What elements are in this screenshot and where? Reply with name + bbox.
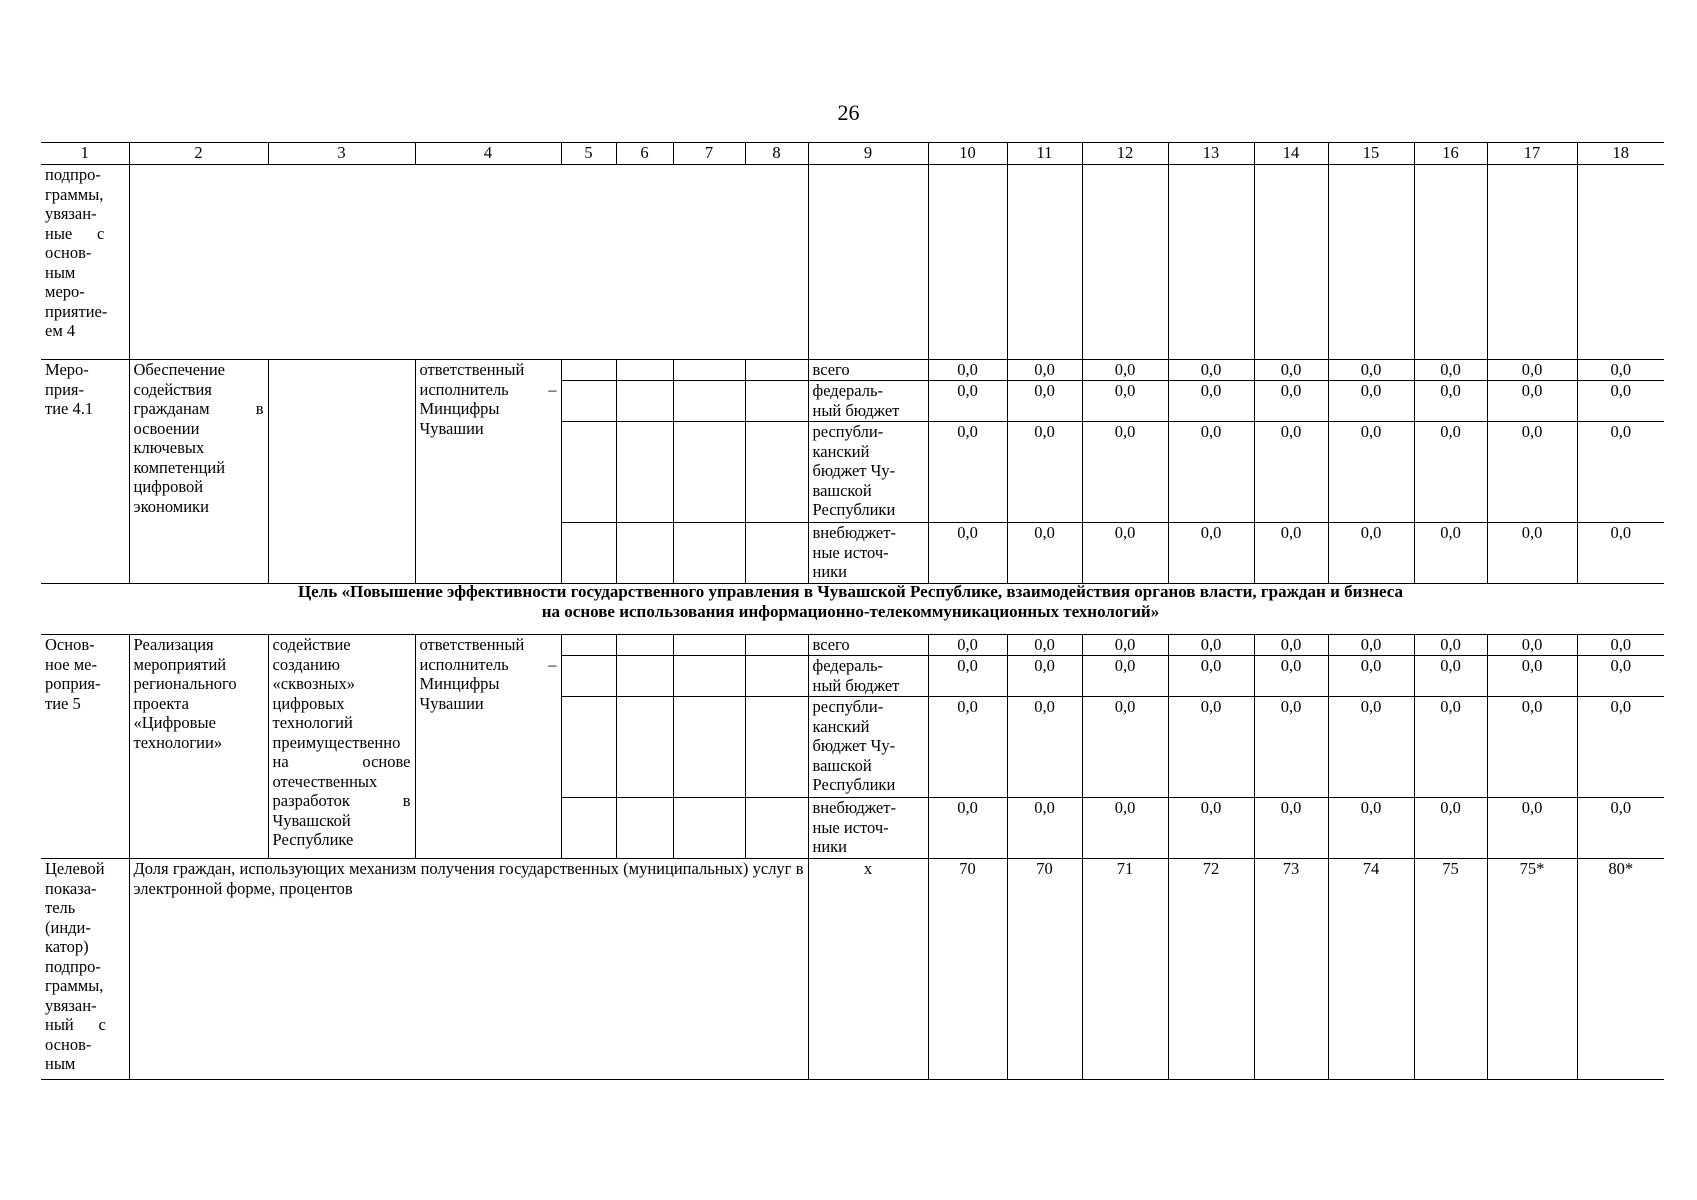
funding-value: 0,0 xyxy=(1414,381,1487,422)
column-number: 2 xyxy=(129,143,268,165)
label-line: увязан- xyxy=(45,204,97,223)
label-line: (инди- xyxy=(45,917,91,937)
funding-value: 0,0 xyxy=(1082,697,1168,798)
target-indicator-row xyxy=(41,859,1664,1080)
event-task-cell: содействие созданию «сквозных» цифровых технологий преимущественно на основе отечественных разработок в Чувашской Республике xyxy=(268,635,415,859)
label-line: Целевой xyxy=(45,859,105,878)
empty-merged-cell xyxy=(129,165,808,360)
column-number: 3 xyxy=(268,143,415,165)
funding-source-cell: республи- канский бюджет Чу- вашской Республики xyxy=(808,422,928,523)
label-line: граммы, xyxy=(45,184,104,204)
funding-value: 0,0 xyxy=(1168,697,1254,798)
funding-row xyxy=(41,635,1664,656)
funding-value: 0,0 xyxy=(1082,360,1168,381)
funding-value: 0,0 xyxy=(1577,656,1664,697)
funding-value: 0,0 xyxy=(1577,360,1664,381)
funding-value: 0,0 xyxy=(1168,798,1254,859)
indicator-value: 70 xyxy=(1007,859,1082,1080)
target-indicator-text: Доля граждан, использующих механизм получения государственных (муниципальных) услуг в электронной форме, процентов xyxy=(129,859,808,1080)
empty-cell xyxy=(745,635,808,656)
funding-source-cell: внебюджет- ные источ- ники xyxy=(808,523,928,584)
funding-value: 0,0 xyxy=(928,656,1007,697)
column-number: 18 xyxy=(1577,143,1664,165)
funding-value: 0,0 xyxy=(1487,656,1577,697)
indicator-value: 73 xyxy=(1254,859,1328,1080)
indicator-value: 75* xyxy=(1487,859,1577,1080)
empty-cell xyxy=(745,697,808,798)
funding-value: 0,0 xyxy=(1414,656,1487,697)
funding-value: 0,0 xyxy=(1007,381,1082,422)
column-number: 1 xyxy=(41,143,129,165)
funding-value: 0,0 xyxy=(1168,656,1254,697)
funding-value: 0,0 xyxy=(1487,635,1577,656)
column-number: 9 xyxy=(808,143,928,165)
funding-value: 0,0 xyxy=(1487,381,1577,422)
funding-value: 0,0 xyxy=(1414,523,1487,584)
empty-cell xyxy=(673,360,745,381)
column-number: 7 xyxy=(673,143,745,165)
funding-value: 0,0 xyxy=(1007,656,1082,697)
column-number: 5 xyxy=(561,143,616,165)
funding-value: 0,0 xyxy=(1082,635,1168,656)
label-line: приятие- xyxy=(45,301,108,321)
empty-cell xyxy=(616,523,673,584)
funding-value: 0,0 xyxy=(1487,360,1577,381)
funding-value: 0,0 xyxy=(1254,381,1328,422)
budget-table-bottom xyxy=(41,634,1664,1080)
empty-cell xyxy=(561,422,616,523)
empty-cell xyxy=(561,635,616,656)
funding-value: 0,0 xyxy=(1577,697,1664,798)
funding-value: 0,0 xyxy=(1487,523,1577,584)
empty-cell xyxy=(673,798,745,859)
column-number: 4 xyxy=(415,143,561,165)
funding-value: 0,0 xyxy=(1577,635,1664,656)
funding-value: 0,0 xyxy=(1082,381,1168,422)
label-line: подпро- xyxy=(45,956,101,976)
empty-cell xyxy=(673,656,745,697)
indicator-value: 80* xyxy=(1577,859,1664,1080)
label-line: ным xyxy=(45,1054,76,1073)
funding-value: 0,0 xyxy=(1007,635,1082,656)
label-line: катор) xyxy=(45,937,89,956)
label-line: увязан- xyxy=(45,995,97,1015)
empty-cell xyxy=(561,381,616,422)
funding-value: 0,0 xyxy=(1328,798,1414,859)
goal-heading xyxy=(41,582,1660,622)
continuation-label xyxy=(41,165,129,360)
empty-cell xyxy=(673,381,745,422)
funding-value: 0,0 xyxy=(1577,798,1664,859)
funding-value: 0,0 xyxy=(1487,697,1577,798)
funding-value: 0,0 xyxy=(1487,798,1577,859)
funding-value: 0,0 xyxy=(1082,523,1168,584)
funding-value: 0,0 xyxy=(1168,523,1254,584)
indicator-value: 75 xyxy=(1414,859,1487,1080)
goal-line-2: на основе использования информационно-телекоммуникационных технологий» xyxy=(541,602,1160,621)
funding-value: 0,0 xyxy=(1328,360,1414,381)
funding-value: 0,0 xyxy=(928,381,1007,422)
event-name-cell: Реализация мероприятий регионального проекта «Цифровые технологии» xyxy=(129,635,268,859)
funding-row xyxy=(41,360,1664,381)
label-line: граммы, xyxy=(45,976,104,995)
column-number: 15 xyxy=(1328,143,1414,165)
target-indicator-label xyxy=(41,859,129,1080)
funding-value: 0,0 xyxy=(1328,381,1414,422)
indicator-value: 74 xyxy=(1328,859,1414,1080)
funding-source-cell: всего xyxy=(808,360,928,381)
empty-cell xyxy=(561,656,616,697)
funding-value: 0,0 xyxy=(1007,360,1082,381)
column-number: 17 xyxy=(1487,143,1577,165)
label-line: ным xyxy=(45,262,76,282)
funding-value: 0,0 xyxy=(1168,422,1254,523)
funding-value: 0,0 xyxy=(1414,798,1487,859)
funding-value: 0,0 xyxy=(1254,656,1328,697)
funding-value: 0,0 xyxy=(1328,422,1414,523)
empty-cell xyxy=(616,381,673,422)
target-indicator-col9: x xyxy=(808,859,928,1080)
funding-value: 0,0 xyxy=(1082,798,1168,859)
funding-value: 0,0 xyxy=(928,798,1007,859)
funding-value: 0,0 xyxy=(1007,523,1082,584)
funding-value: 0,0 xyxy=(1082,656,1168,697)
event-task-cell xyxy=(268,360,415,584)
goal-line-1: Цель «Повышение эффективности государственного управления в Чувашской Республике, взаимодействия органов власти, граждан и бизнеса xyxy=(297,582,1404,601)
funding-value: 0,0 xyxy=(1254,360,1328,381)
empty-cell xyxy=(561,523,616,584)
label-line: ный с xyxy=(45,1015,106,1034)
empty-cell xyxy=(616,422,673,523)
funding-source-cell: федераль- ный бюджет xyxy=(808,381,928,422)
funding-value: 0,0 xyxy=(1414,360,1487,381)
funding-value: 0,0 xyxy=(1254,523,1328,584)
empty-cell xyxy=(561,798,616,859)
event-id-cell: Меро- прия- тие 4.1 xyxy=(41,360,129,584)
funding-source-cell: всего xyxy=(808,635,928,656)
funding-value: 0,0 xyxy=(928,697,1007,798)
label-line: тель xyxy=(45,898,76,917)
funding-value: 0,0 xyxy=(1577,422,1664,523)
empty-cell xyxy=(616,656,673,697)
executor-cell: ответственный исполнитель – Минцифры Чувашии xyxy=(415,360,561,584)
funding-value: 0,0 xyxy=(928,635,1007,656)
funding-value: 0,0 xyxy=(1254,635,1328,656)
empty-cell xyxy=(745,360,808,381)
label-line: подпро- xyxy=(45,165,101,184)
empty-cell xyxy=(616,697,673,798)
budget-table-top xyxy=(41,142,1664,584)
event-4-1-block xyxy=(41,360,1664,584)
indicator-value: 71 xyxy=(1082,859,1168,1080)
funding-value: 0,0 xyxy=(1577,381,1664,422)
empty-cell xyxy=(561,360,616,381)
label-line: ем 4 xyxy=(45,321,76,340)
funding-value: 0,0 xyxy=(1328,635,1414,656)
label-line: ные с xyxy=(45,223,105,243)
funding-value: 0,0 xyxy=(1082,422,1168,523)
funding-source-cell: внебюджет- ные источ- ники xyxy=(808,798,928,859)
continuation-row xyxy=(41,165,1664,360)
funding-value: 0,0 xyxy=(1414,422,1487,523)
empty-cell xyxy=(808,165,928,360)
funding-value: 0,0 xyxy=(1168,360,1254,381)
page-number: 26 xyxy=(837,100,860,125)
column-number: 11 xyxy=(1007,143,1082,165)
executor-cell: ответственный исполнитель – Минцифры Чувашии xyxy=(415,635,561,859)
empty-cell xyxy=(745,422,808,523)
funding-value: 0,0 xyxy=(1254,697,1328,798)
empty-cell xyxy=(673,697,745,798)
column-number: 12 xyxy=(1082,143,1168,165)
empty-cell xyxy=(745,381,808,422)
funding-value: 0,0 xyxy=(1328,697,1414,798)
column-number-row xyxy=(41,143,1664,165)
funding-value: 0,0 xyxy=(1007,697,1082,798)
column-number: 14 xyxy=(1254,143,1328,165)
column-number: 10 xyxy=(928,143,1007,165)
funding-value: 0,0 xyxy=(1007,798,1082,859)
indicator-value: 70 xyxy=(928,859,1007,1080)
funding-value: 0,0 xyxy=(1414,697,1487,798)
empty-cell xyxy=(616,798,673,859)
label-line: основ- xyxy=(45,1034,92,1054)
indicator-value: 72 xyxy=(1168,859,1254,1080)
event-id-cell: Основ- ное ме- роприя- тие 5 xyxy=(41,635,129,859)
column-number: 8 xyxy=(745,143,808,165)
empty-cell xyxy=(745,523,808,584)
empty-cell xyxy=(673,635,745,656)
empty-cell xyxy=(673,523,745,584)
funding-value: 0,0 xyxy=(1487,422,1577,523)
main-event-5-block xyxy=(41,635,1664,859)
funding-value: 0,0 xyxy=(1254,798,1328,859)
label-line: меро- xyxy=(45,282,85,301)
funding-value: 0,0 xyxy=(1168,381,1254,422)
empty-cell xyxy=(673,422,745,523)
funding-value: 0,0 xyxy=(1328,656,1414,697)
funding-value: 0,0 xyxy=(1414,635,1487,656)
empty-cell xyxy=(745,656,808,697)
empty-cell xyxy=(616,635,673,656)
funding-value: 0,0 xyxy=(928,523,1007,584)
funding-value: 0,0 xyxy=(1168,635,1254,656)
funding-source-cell: федераль- ный бюджет xyxy=(808,656,928,697)
funding-value: 0,0 xyxy=(1577,523,1664,584)
funding-value: 0,0 xyxy=(928,360,1007,381)
label-line: основ- xyxy=(45,243,92,262)
funding-value: 0,0 xyxy=(928,422,1007,523)
column-number: 16 xyxy=(1414,143,1487,165)
funding-value: 0,0 xyxy=(1328,523,1414,584)
funding-source-cell: республи- канский бюджет Чу- вашской Республики xyxy=(808,697,928,798)
funding-value: 0,0 xyxy=(1254,422,1328,523)
empty-cell xyxy=(616,360,673,381)
column-number: 13 xyxy=(1168,143,1254,165)
empty-cell xyxy=(745,798,808,859)
event-name-cell: Обеспечение содействия гражданам в освоении ключевых компетенций цифровой экономики xyxy=(129,360,268,584)
label-line: показа- xyxy=(45,878,97,898)
column-number: 6 xyxy=(616,143,673,165)
funding-value: 0,0 xyxy=(1007,422,1082,523)
empty-cell xyxy=(561,697,616,798)
